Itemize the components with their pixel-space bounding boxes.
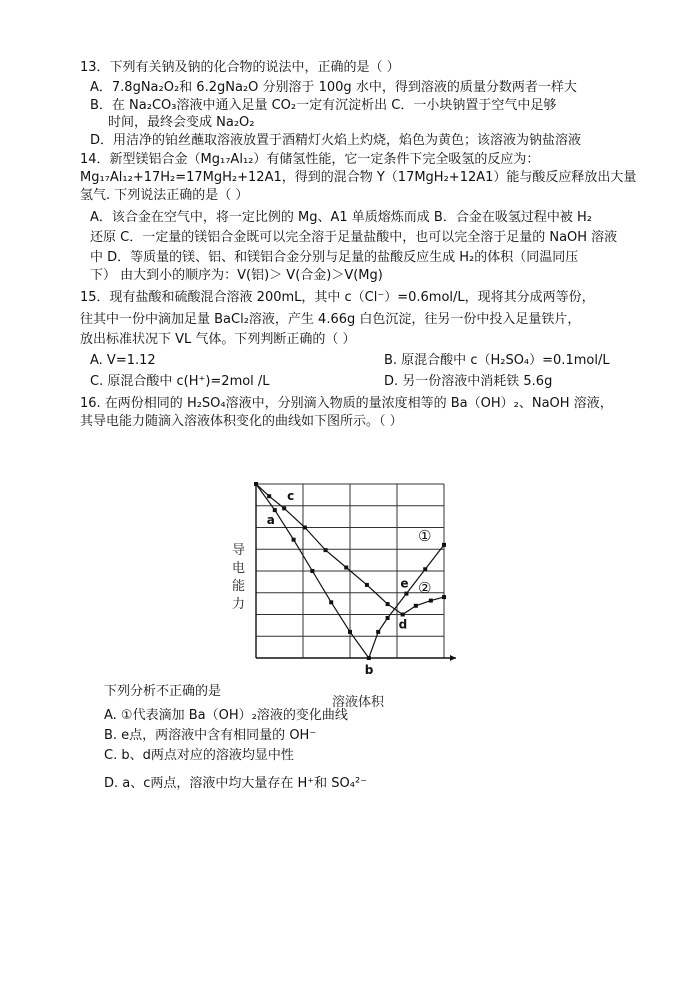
series-1-point	[376, 630, 380, 634]
series-1-point	[386, 616, 390, 620]
point-label-c: c	[287, 489, 295, 504]
q13-stem: 13．下列有关钠及钠的化合物的说法中，正确的是（ ）	[80, 60, 400, 75]
series-2-point	[401, 613, 405, 617]
q14-option-d: 中 D．等质量的镁、铝、和镁铝合金分别与足量的盐酸反应生成 H₂的体积（同温同压	[90, 250, 579, 265]
q15-option-a: A. V=1.12	[90, 353, 156, 368]
q16-option-a: A. ①代表滴加 Ba（OH）₂溶液的变化曲线	[104, 708, 348, 723]
series-1-point	[442, 543, 446, 547]
series-2-point	[442, 595, 446, 599]
q14-option-ab: A．该合金在空气中，将一定比例的 Mg、A1 单质熔炼而成 B．合金在吸氢过程中被 H₂	[90, 210, 592, 225]
q16-stem-line2: 其导电能力随滴入溶液体积变化的曲线如下图所示。（ ）	[80, 414, 403, 429]
q16-option-c: C. b、d两点对应的溶液均显中性	[104, 748, 294, 763]
q15-option-c: C. 原混合酸中 c(H⁺)=2mol /L	[90, 374, 270, 389]
series-1-point	[367, 656, 371, 660]
point-label-d: d	[398, 617, 408, 632]
x-axis-label: 溶液体积	[331, 695, 385, 710]
series-1-point	[292, 538, 296, 542]
x-axis-arrow	[450, 655, 456, 661]
series-1-point	[310, 569, 314, 573]
chart-point-labels	[267, 489, 409, 677]
series-1-point	[348, 630, 352, 634]
q16-option-b: B. e点，两溶液中含有相同量的 OH⁻	[104, 728, 317, 743]
q14-option-d-cont: 下） 由大到小的顺序为：V(铝)＞ V(合金)＞V(Mg)	[90, 268, 383, 283]
q15-stem-line1: 15．现有盐酸和硫酸混合溶液 200mL，其中 c（Cl⁻）=0.6mol/L，现将其分成两等份，	[80, 290, 595, 305]
series-2-point	[414, 604, 418, 608]
point-label-b: b	[364, 663, 374, 677]
q14-stem-line3: 氢气. 下列说法正确的是（ ）	[80, 188, 249, 203]
series-2-label: ②	[418, 579, 432, 598]
q14-stem-line1: 14．新型镁铝合金（Mg₁₇Al₁₂）有储氢性能，它一定条件下完全吸氢的反应为：	[80, 152, 540, 167]
series-2-point	[254, 482, 258, 486]
q16-analysis-prompt: 下列分析不正确的是	[104, 684, 222, 699]
q13-option-bc: B．在 Na₂CO₃溶液中通入足量 CO₂一定有沉淀析出 C．一小块钠置于空气中足够	[90, 98, 557, 113]
q16-stem-line1: 16. 在两份相同的 H₂SO₄溶液中，分别滴入物质的量浓度相等的 Ba（OH）₂、NaOH 溶液，	[80, 396, 613, 411]
conductivity-chart	[226, 470, 466, 710]
q15-stem-line2: 往其中一份中滴加足量 BaCl₂溶液，产生 4.66g 白色沉淀，往另一份中投入足量铁片，	[80, 312, 581, 327]
q13-option-a: A．7.8gNa₂O₂和 6.2gNa₂O 分别溶于 100g 水中，得到溶液的质量分数两者一样大	[90, 80, 577, 95]
point-label-e: e	[400, 576, 409, 591]
q13-option-d: D．用洁净的铂丝蘸取溶液放置于酒精灯火焰上灼烧，焰色为黄色；该溶液为钠盐溶液	[90, 133, 582, 148]
q14-stem-line2: Mg₁₇Al₁₂+17H₂=17MgH₂+12A1，得到的混合物 Y（17MgH₂+12A1）能与酸反应释放出大量	[80, 170, 637, 185]
series-1-label: ①	[418, 526, 432, 545]
series-2-point	[324, 548, 328, 552]
q14-option-bc: 还原 C．一定量的镁铝合金既可以完全溶于足量盐酸中，也可以完全溶于足量的 NaOH 溶液	[90, 230, 618, 245]
series-2-point	[344, 566, 348, 570]
q16-option-d: D. a、c两点，溶液中均大量存在 H⁺和 SO₄²⁻	[104, 776, 368, 791]
q15-option-d: D. 另一份溶液中消耗铁 5.6g	[384, 374, 553, 389]
series-2-point	[267, 494, 271, 498]
q13-option-c-cont: 时间，最终会变成 Na₂O₂	[108, 115, 255, 130]
point-label-a: a	[266, 513, 275, 528]
q15-stem-line3: 放出标准状况下 VL 气体。下列判断正确的（ ）	[80, 332, 356, 347]
series-2-point	[303, 526, 307, 530]
series-1-point	[273, 508, 277, 512]
q15-option-b: B. 原混合酸中 c（H₂SO₄）=0.1mol/L	[384, 353, 610, 368]
series-2-point	[365, 583, 369, 587]
series-1-point	[404, 592, 408, 596]
series-1-point	[423, 567, 427, 571]
series-2-point	[282, 506, 286, 510]
y-axis-label: 导电能力	[232, 543, 246, 612]
series-2-point	[429, 599, 433, 603]
series-1-point	[329, 600, 333, 604]
series-2-point	[386, 602, 390, 606]
